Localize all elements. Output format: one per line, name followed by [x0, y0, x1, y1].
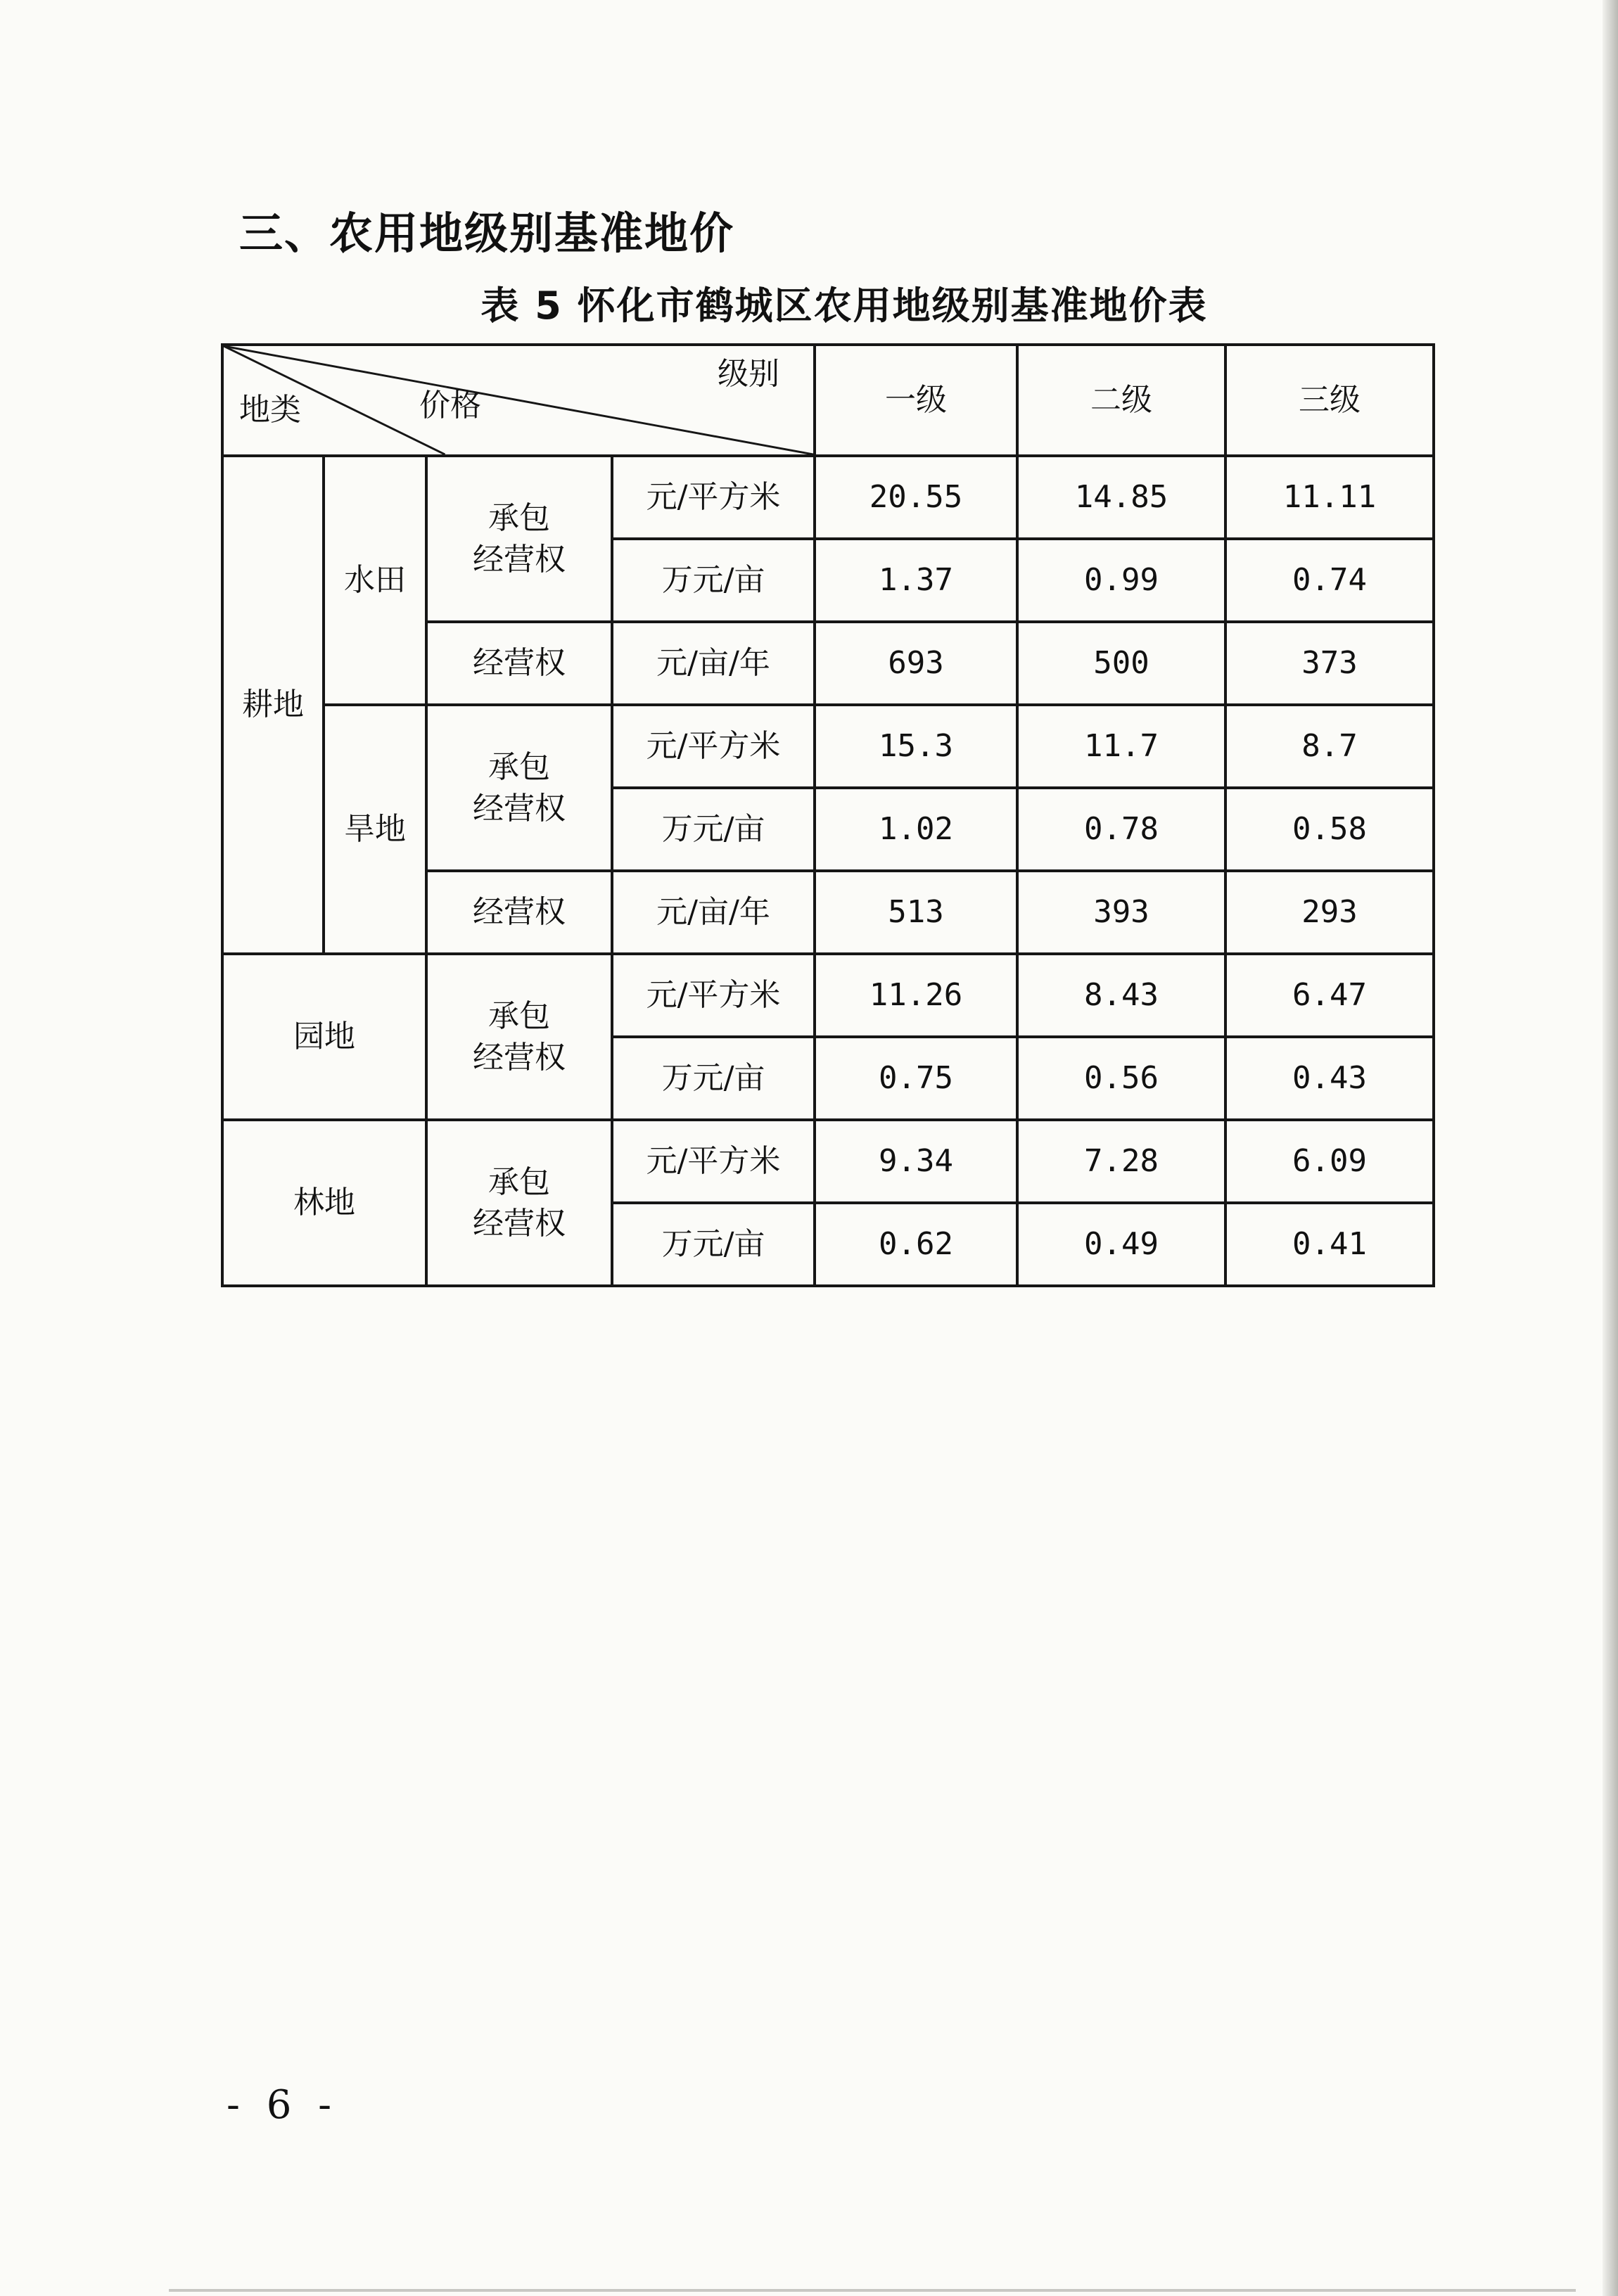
right-type-cell — [426, 622, 612, 705]
right-type-line: 承包 — [488, 748, 550, 785]
price-value-cell: 0.49 — [1017, 1203, 1225, 1286]
price-value-cell: 6.09 — [1225, 1120, 1434, 1203]
land-price-table — [221, 343, 1435, 1287]
unit-cell: 万元/亩 — [612, 1203, 815, 1286]
price-value-cell: 20.55 — [815, 456, 1017, 539]
price-value-cell: 11.26 — [815, 954, 1017, 1037]
price-value-cell: 0.41 — [1225, 1203, 1434, 1286]
price-value-cell: 0.58 — [1225, 788, 1434, 871]
page-edge-shadow — [1603, 0, 1618, 2296]
right-type-cell — [426, 954, 612, 1120]
unit-cell: 万元/亩 — [612, 539, 815, 622]
header-price-axis-label: 价格 — [419, 387, 481, 423]
price-value-cell: 14.85 — [1017, 456, 1225, 539]
header-level-3: 三级 — [1225, 345, 1434, 456]
unit-cell: 元/亩/年 — [612, 622, 815, 705]
price-value-cell: 15.3 — [815, 705, 1017, 788]
table-row — [222, 1120, 1434, 1203]
header-row-axis-label: 地类 — [239, 391, 301, 428]
unit-cell: 元/平方米 — [612, 705, 815, 788]
header-level-2: 二级 — [1017, 345, 1225, 456]
right-type-cell — [426, 705, 612, 871]
right-type-line: 承包 — [488, 499, 550, 536]
unit-cell: 元/亩/年 — [612, 871, 815, 954]
right-type-line: 承包 — [488, 997, 550, 1034]
table-row — [222, 705, 1434, 788]
right-type-line: 经营权 — [473, 791, 566, 827]
header-column-axis-label: 级别 — [718, 356, 779, 392]
price-value-cell: 0.78 — [1017, 788, 1225, 871]
price-value-cell: 693 — [815, 622, 1017, 705]
price-value-cell: 11.7 — [1017, 705, 1225, 788]
price-value-cell: 0.62 — [815, 1203, 1017, 1286]
price-value-cell: 373 — [1225, 622, 1434, 705]
table-body — [222, 345, 1434, 1286]
unit-cell: 元/平方米 — [612, 1120, 815, 1203]
unit-cell: 万元/亩 — [612, 1037, 815, 1120]
table-title: 表 5 怀化市鹤城区农用地级别基准地价表 — [480, 283, 1208, 328]
page-number: - 6 - — [227, 2082, 339, 2128]
land-subtype-cell: 水田 — [324, 456, 426, 705]
right-type-line: 经营权 — [473, 645, 566, 682]
section-heading: 三、农用地级别基准地价 — [239, 208, 735, 259]
price-value-cell: 393 — [1017, 871, 1225, 954]
right-type-line: 经营权 — [473, 1040, 566, 1076]
price-value-cell: 0.43 — [1225, 1037, 1434, 1120]
land-type-cell: 园地 — [222, 954, 426, 1120]
price-value-cell: 0.56 — [1017, 1037, 1225, 1120]
land-type-cell: 耕地 — [222, 456, 324, 954]
right-type-line: 经营权 — [473, 894, 566, 931]
table-row — [222, 456, 1434, 539]
price-value-cell: 0.99 — [1017, 539, 1225, 622]
land-type-cell: 林地 — [222, 1120, 426, 1286]
table-header-row — [222, 345, 1434, 456]
unit-cell: 元/平方米 — [612, 456, 815, 539]
price-value-cell: 513 — [815, 871, 1017, 954]
price-value-cell: 1.37 — [815, 539, 1017, 622]
land-subtype-cell: 旱地 — [324, 705, 426, 954]
price-value-cell: 0.74 — [1225, 539, 1434, 622]
price-value-cell: 500 — [1017, 622, 1225, 705]
price-value-cell: 11.11 — [1225, 456, 1434, 539]
unit-cell: 元/平方米 — [612, 954, 815, 1037]
price-value-cell: 1.02 — [815, 788, 1017, 871]
right-type-cell — [426, 871, 612, 954]
right-type-cell — [426, 1120, 612, 1286]
right-type-cell — [426, 456, 612, 622]
right-type-line: 经营权 — [473, 542, 566, 578]
right-type-line: 经营权 — [473, 1206, 566, 1242]
price-value-cell: 293 — [1225, 871, 1434, 954]
price-value-cell: 0.75 — [815, 1037, 1017, 1120]
right-type-line: 承包 — [488, 1163, 550, 1200]
unit-cell: 万元/亩 — [612, 788, 815, 871]
diagonal-header-cell — [222, 345, 815, 456]
price-value-cell: 8.43 — [1017, 954, 1225, 1037]
table-row — [222, 954, 1434, 1037]
price-value-cell: 8.7 — [1225, 705, 1434, 788]
price-value-cell: 7.28 — [1017, 1120, 1225, 1203]
bottom-edge-line — [169, 2289, 1576, 2292]
header-level-1: 一级 — [815, 345, 1017, 456]
price-value-cell: 6.47 — [1225, 954, 1434, 1037]
price-value-cell: 9.34 — [815, 1120, 1017, 1203]
